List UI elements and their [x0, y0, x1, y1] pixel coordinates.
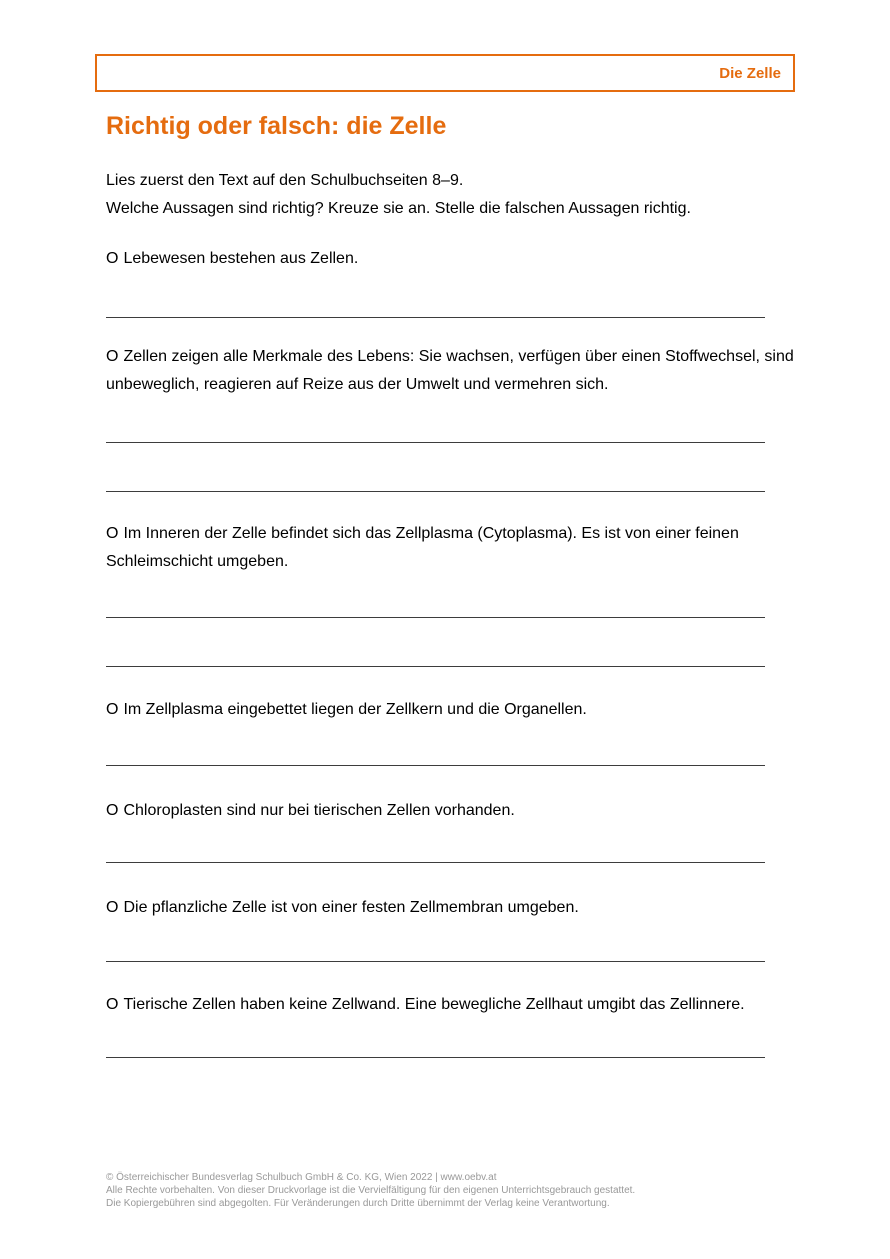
- statement-4-text: Im Zellplasma eingebettet liegen der Zellkern und die Organellen.: [123, 701, 587, 718]
- statement-7-text: Tierische Zellen haben keine Zellwand. Eine bewegliche Zellhaut umgibt das Zellinnere.: [123, 996, 745, 1013]
- statement-1-text: Lebewesen bestehen aus Zellen.: [123, 250, 359, 267]
- header-tag-label: Die Zelle: [719, 64, 781, 82]
- footer-line-2: Alle Rechte vorbehalten. Von dieser Druckvorlage ist die Vervielfältigung für den eigenen Unterrichtsgebrauch gestattet.: [106, 1185, 636, 1196]
- statement-7: [106, 991, 794, 1019]
- page-title: Richtig oder falsch: die Zelle: [106, 112, 447, 140]
- checkbox-circle-4[interactable]: O: [106, 701, 119, 718]
- checkbox-circle-1[interactable]: O: [106, 250, 119, 267]
- statement-3: [106, 520, 794, 576]
- statement-3-text: Im Inneren der Zelle befindet sich das Zellplasma (Cytoplasma). Es ist von einer feinen Schleimschicht umgeben.: [106, 525, 739, 570]
- checkbox-circle-3[interactable]: O: [106, 525, 119, 542]
- answer-line-2b[interactable]: [106, 491, 765, 492]
- answer-line-5[interactable]: [106, 862, 765, 863]
- header-tag-box: [95, 54, 795, 92]
- intro-line-1: Lies zuerst den Text auf den Schulbuchseiten 8–9.: [106, 172, 464, 189]
- statement-4: [106, 696, 794, 724]
- answer-line-3a[interactable]: [106, 617, 765, 618]
- statement-6-text: Die pflanzliche Zelle ist von einer festen Zellmembran umgeben.: [123, 899, 579, 916]
- statement-2-text: Zellen zeigen alle Merkmale des Lebens: Sie wachsen, verfügen über einen Stoffwechsel, sind unbeweglich, reagieren auf Reize aus der Umwelt und vermehren sich.: [106, 348, 794, 393]
- checkbox-circle-2[interactable]: O: [106, 348, 119, 365]
- footer-line-3: Die Kopiergebühren sind abgegolten. Für Veränderungen durch Dritte übernimmt der Verlag keine Verantwortung.: [106, 1198, 610, 1209]
- footer-copyright: [106, 1171, 635, 1210]
- intro-line-2: Welche Aussagen sind richtig? Kreuze sie an. Stelle die falschen Aussagen richtig.: [106, 200, 691, 217]
- answer-line-6[interactable]: [106, 961, 765, 962]
- statement-5: [106, 797, 794, 825]
- statement-5-text: Chloroplasten sind nur bei tierischen Zellen vorhanden.: [123, 802, 515, 819]
- answer-line-2a[interactable]: [106, 442, 765, 443]
- answer-line-7[interactable]: [106, 1057, 765, 1058]
- checkbox-circle-6[interactable]: O: [106, 899, 119, 916]
- answer-line-4[interactable]: [106, 765, 765, 766]
- checkbox-circle-7[interactable]: O: [106, 996, 119, 1013]
- footer-line-1: © Österreichischer Bundesverlag Schulbuch GmbH & Co. KG, Wien 2022 | www.oebv.at: [106, 1172, 497, 1183]
- answer-line-3b[interactable]: [106, 666, 765, 667]
- answer-line-1[interactable]: [106, 317, 765, 318]
- checkbox-circle-5[interactable]: O: [106, 802, 119, 819]
- statement-2: [106, 343, 794, 399]
- statement-6: [106, 894, 794, 922]
- statement-1: [106, 245, 794, 273]
